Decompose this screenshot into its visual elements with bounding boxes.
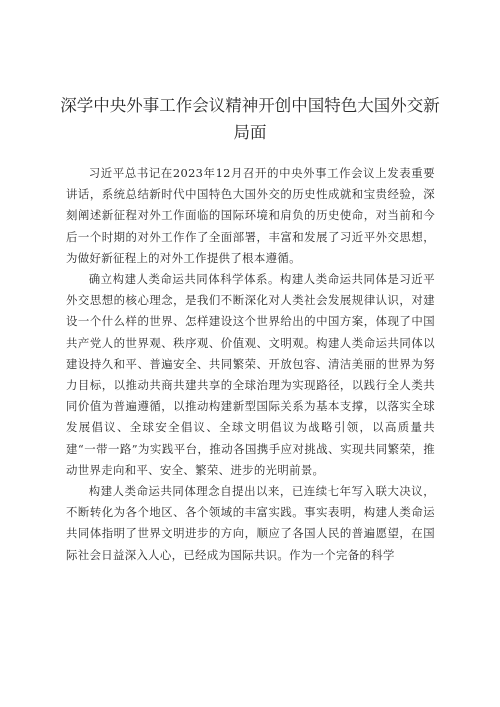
document-body bbox=[66, 163, 435, 566]
paragraph-3: 构建人类命运共同体理念自提出以来，已连续七年写入联大决议，不断转化为各个地区、各个领域的丰富实践。事实表明，构建人类命运共同体指明了世界文明进步的方向，顺应了各国人民的普遍愿望，在国际社会日益深入人心，已经成为国际共识。作为一个完备的科学 bbox=[66, 484, 435, 562]
paragraph-1: 习近平总书记在2023年12月召开的中央外事工作会议上发表重要讲话，系统总结新时代中国特色大国外交的历史性成就和宝贵经验，深刻阐述新征程对外工作面临的国际环境和肩负的历史使命，对当前和今后一个时期的对外工作作了全面部署，丰富和发展了习近平外交思想，为做好新征程上的对外工作提供了根本遵循。 bbox=[66, 166, 435, 265]
paragraph-2: 确立构建人类命运共同体科学体系。构建人类命运共同体是习近平外交思想的核心理念，是我们不断深化对人类社会发展规律认识，对建设一个什么样的世界、怎样建设这个世界给出的中国方案，体现了中国共产党人的世界观、秩序观、价值观、文明观。构建人类命运共同体以建设持久和平、普遍安全、共同繁荣、开放包容、清洁美丽的世界为努力目标，以推动共商共建共享的全球治理为实现路径，以践行全人类共同价值为普遍遵循，以推动构建新型国际关系为基本支撑，以落实全球发展倡议、全球安全倡议、全球文明倡议为战略引领，以高质量共建“一带一路”为实践平台，推动各国携手应对挑战、实现共同繁荣，推动世界走向和平、安全、繁荣、进步的光明前景。 bbox=[66, 272, 435, 477]
document-title: 深学中央外事工作会议精神开创中国特色大国外交新局面 bbox=[60, 96, 440, 142]
